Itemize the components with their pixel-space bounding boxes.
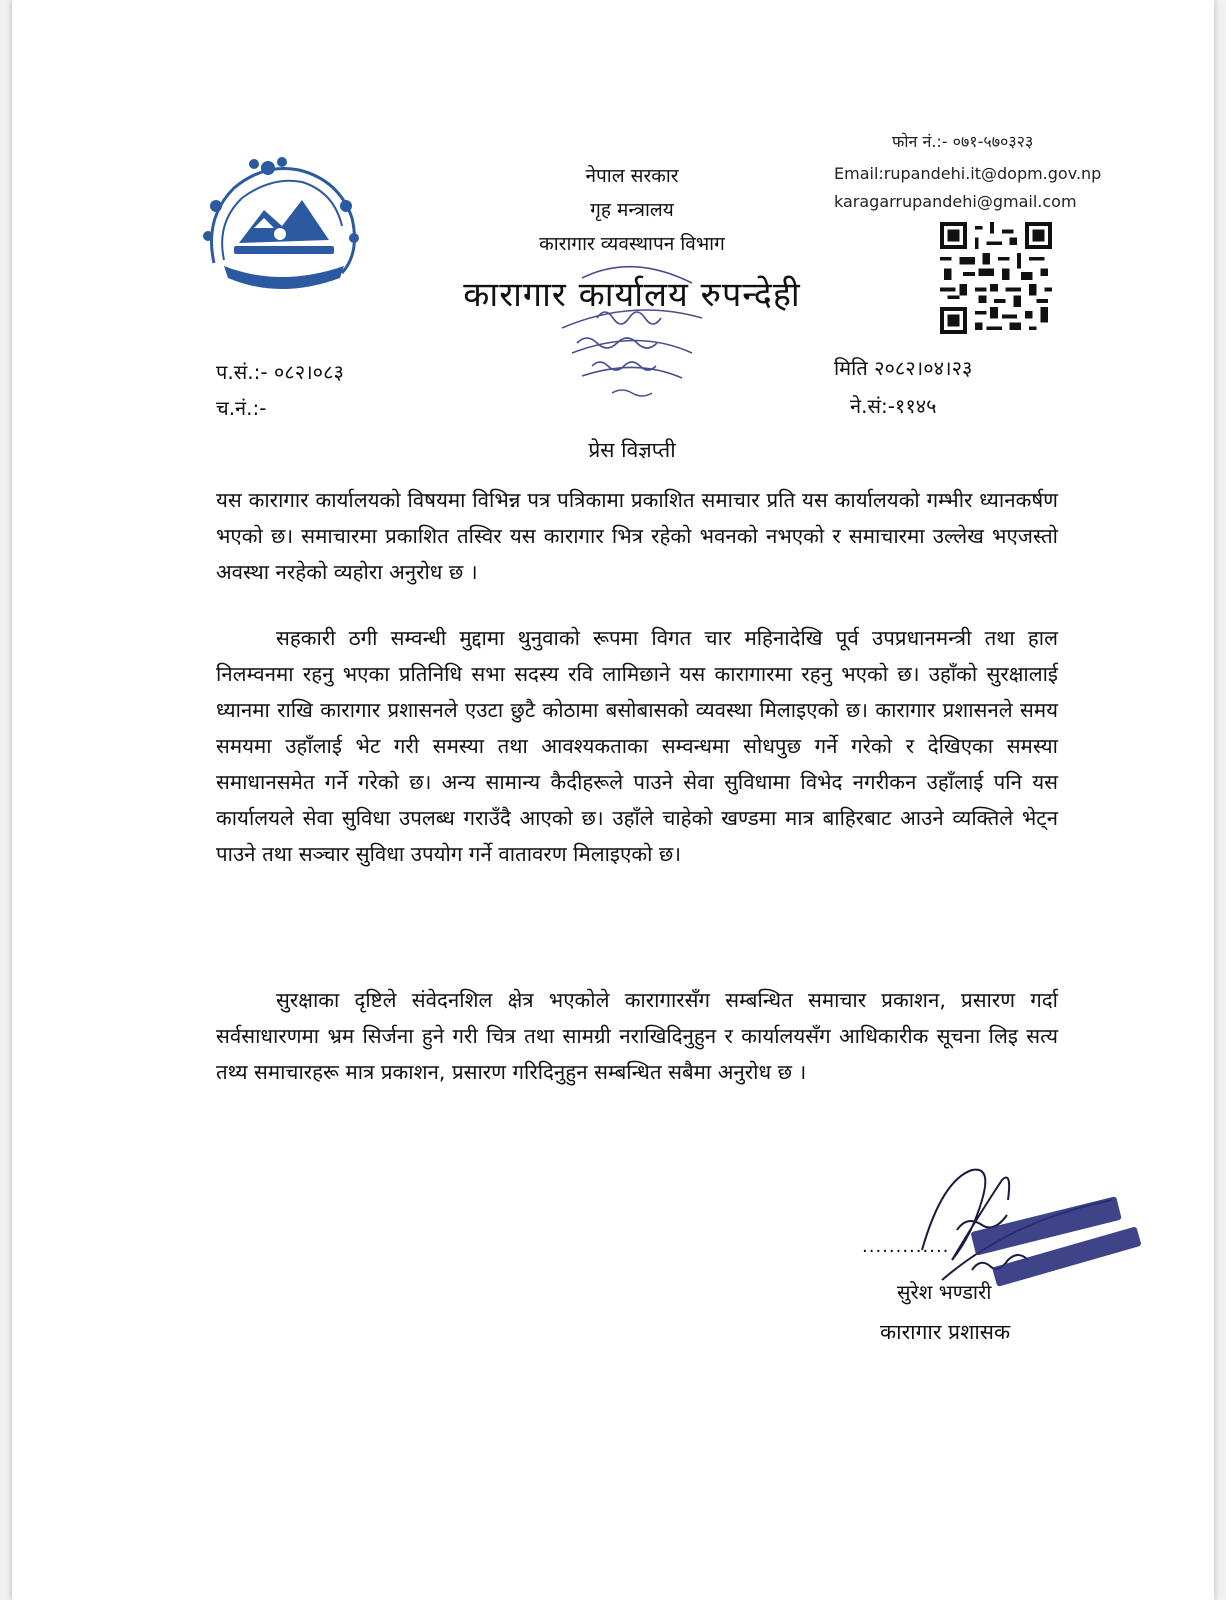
email-secondary: karagarrupandehi@gmail.com [834,192,1077,211]
nepal-sambat: ने.सं:-११४५ [850,394,937,418]
chalani-number: च.नं.:- [216,396,267,420]
office-title: कारागार कार्यालय रुपन्देही [463,275,801,315]
paragraph-3: सुरक्षाका दृष्टिले संवेदनशिल क्षेत्र भएकोले कारागारसँग सम्बन्धित समाचार प्रकाशन, प्रसारण गर्दा सर्वसाधारणमा भ्रम सिर्जना हुने गरी चित्र तथा सामग्री नराखिदिनुहुन र कार्यालयसँग आधिकारीक सूचना लिइ सत्य तथ्य समाचारहरू मात्र प्रकाशन, प्रसारण गरिदिनुहुन सम्बन्धित सबैमा अनुरोध छ । [216,988,1058,1084]
signatory-title: कारागार प्रशासक [880,1320,1011,1344]
qr-code-icon [940,222,1052,334]
letter-page [12,0,1214,1600]
handwritten-signature [912,1140,1162,1340]
phone-number: फोन नं.:- ०७१-५७०३२३ [892,132,1034,151]
press-release-title: प्रेस विज्ञप्ती [588,438,676,462]
patra-sankhya: प.सं.:- ०८२।०८३ [216,360,344,384]
signatory-name: सुरेश भण्डारी [897,1280,992,1304]
letter-date: मिति २०८२।०४।२३ [834,356,973,380]
paragraph-1: यस कारागार कार्यालयको विषयमा विभिन्न पत्र पत्रिकामा प्रकाशित समाचार प्रति यस कार्यालयको गम्भीर ध्यानकर्षण भएको छ। समाचारमा प्रकाशित तस्विर यस कारागार भित्र रहेको भवनको नभएको र समाचारमा उल्लेख भएजस्तो अवस्था नरहेको व्यहोरा अनुरोध छ । [216,488,1058,584]
ministry-name: गृह मन्त्रालय [590,199,674,221]
paragraph-2: सहकारी ठगी सम्वन्धी मुद्दामा थुनुवाको रूपमा विगत चार महिनादेखि पूर्व उपप्रधानमन्त्री तथा हाल निलम्वनमा रहनु भएका प्रतिनिधि सभा सदस्य रवि लामिछाने यस कारागारमा रहनु भएको छ। उहाँको सुरक्षालाई ध्यानमा राखि कारागार प्रशासनले एउटा छुटै कोठामा बसोबासको व्यवस्था मिलाइएको छ। कारागार प्रशासनले समय समयमा उहाँलाई भेट गरी समस्या तथा आवश्यकताका सम्वन्धमा सोधपुछ गर्ने गरेको र देखिएका समस्या समाधानसमेत गर्ने गरेको छ। अन्य सामान्य कैदीहरूले पाउने सेवा सुविधामा विभेद नगरीकन उहाँलाई पनि यस कार्यालयले सेवा सुविधा उपलब्ध गराउँदै आएको छ। उहाँले चाहेको खण्डमा मात्र बाहिरबाट आउने व्यक्तिले भेट्न पाउने तथा सञ्चार सुविधा उपयोग गर्ने वातावरण मिलाइएको छ। [216,626,1058,866]
email-primary: Email:rupandehi.it@dopm.gov.np [834,164,1102,183]
office-stamp [542,258,722,418]
gov-name: नेपाल सरकार [585,165,679,187]
department-name: कारागार व्यवस्थापन विभाग [539,233,725,255]
signature-line: ............. [862,1236,950,1257]
nepal-emblem-icon [194,148,366,308]
